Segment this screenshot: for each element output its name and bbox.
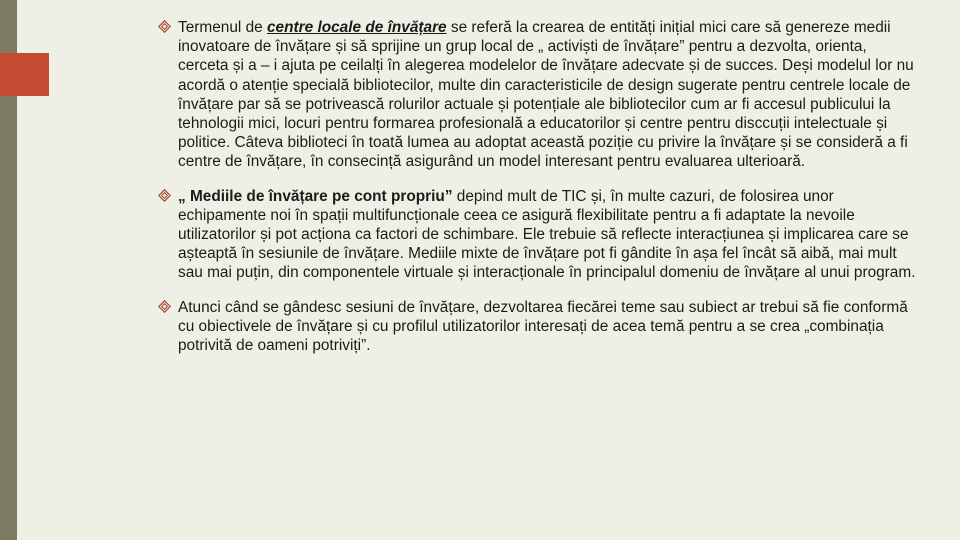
bullet-item [158,187,918,283]
bullet-item [158,298,918,356]
bullet-text [178,298,918,356]
diamond-icon [158,20,171,33]
accent-tab [0,53,49,96]
diamond-icon [158,300,171,313]
bullet-item [158,18,918,172]
bullet-body: se referă la crearea de entități inițial mici care să genereze medii inovatoare de învățare și să sprijine un grup local de „ activiști de învățare” pentru a dezvolta, orienta, cerceta și a – i ajuta pe ceilalți în alegerea modelelor de învățare adecvate și de succes. Deși modelul lor nu acordă o atenție specială bibliotecilor, multe din caracteristicile de design sugerate pentru centrele locale de învățare par să se potrivească rolurilor actuale și potențiale ale bibliotecilor cum ar fi accesul publicului la tehnologii mici, locuri pentru formarea profesională a educatorilor și centre pentru disccuții intelectuale și politice. Câteva biblioteci în toată lumea au adoptat această poziție cu privire la învățare și se consideră a fi centre de învățare, în consecință asigurând un model interesant pentru evaluarea ulterioară. [178,19,914,171]
bullet-text [178,18,918,172]
slide-content [158,18,918,370]
term-emphasis: centre locale de învățare [266,19,447,36]
bullet-body: depind mult de TIC și, în multe cazuri, de folosirea unor echipamente noi în spații multifuncționale ceea ce asigură flexibilitate pentru a fi adaptate la nevoile utilizatorilor și pot acționa ca factori de schimbare. Ele trebuie să reflecte interacțiunea și implicarea care se așteaptă în sesiunile de învățare. Mediile mixte de învățare pot fi gândite în așa fel încât să aibă, mai mult sau mai puțin, din componentele virtuale și interacționale în principalul domeniu de învățare al unui program. [178,187,916,282]
bullet-prefix: Termenul de [178,19,267,36]
bullet-text [178,187,918,283]
bullet-bold-lead: „ Mediile de învățare pe cont propriu” [178,187,453,205]
bullet-body: Atunci când se gândesc sesiuni de învățare, dezvoltarea fiecărei teme sau subiect ar trebui să fie conformă cu obiectivele de învățare și cu profilul utilizatorilor interesați de acea temă pentru a se crea „combinația potrivită de oameni potriviți”. [178,298,908,355]
diamond-icon [158,189,171,202]
